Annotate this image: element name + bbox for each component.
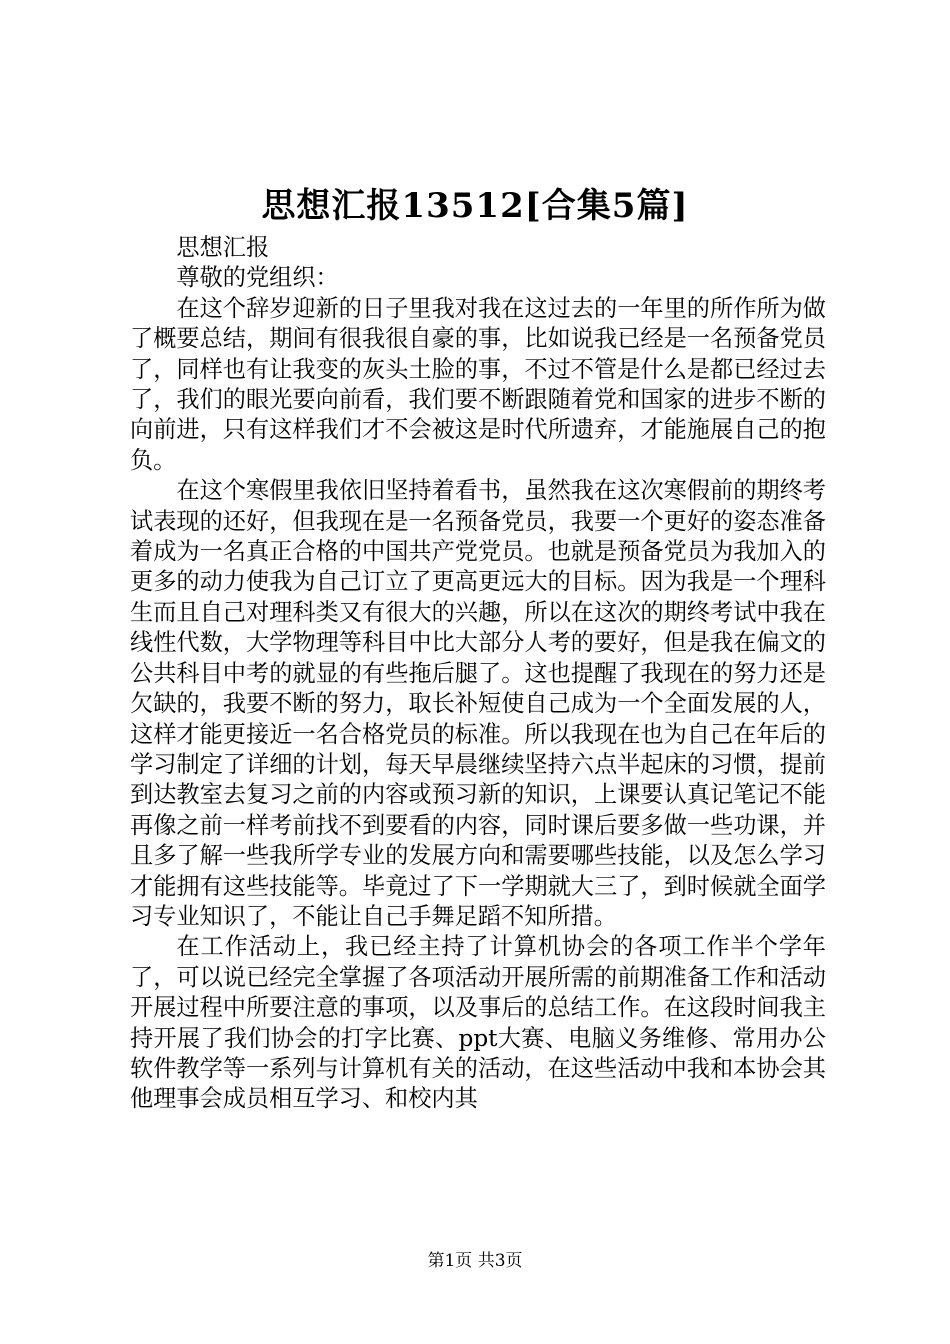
document-body — [130, 233, 826, 1115]
document-title: 思想汇报13512[合集5篇] — [261, 186, 689, 226]
page-footer: 第1页 共3页 — [427, 1251, 523, 1271]
paragraph-1: 在这个辞岁迎新的日子里我对我在这过去的一年里的所作所为做了概要总结，期间有很我很自豪的事，比如说我已经是一名预备党员了，同样也有让我变的灰头土脸的事，不过不管是什么是都已经过去了，我们的眼光要向前看，我们要不断跟随着党和国家的进步不断的向前进，只有这样我们才不会被这是时代所遗弃，才能施展自己的抱负。 — [130, 294, 826, 474]
paragraph-2: 在这个寒假里我依旧坚持着看书，虽然我在这次寒假前的期终考试表现的还好，但我现在是一名预备党员，我要一个更好的姿态准备着成为一名真正合格的中国共产党党员。也就是预备党员为我加入的更多的动力使我为自己订立了更高更远大的目标。因为我是一个理科生而且自己对理科类又有很大的兴趣，所以在这次的期终考试中我在线性代数，大学物理等科目中比大部分人考的要好，但是我在偏文的公共科目中考的就显的有些拖后腿了。这也提醒了我现在的努力还是欠缺的，我要不断的努力，取长补短使自己成为一个全面发展的人，这样才能更接近一名合格党员的标准。所以我现在也为自己在年后的学习制定了详细的计划，每天早晨继续坚持六点半起床的习惯，提前到达教室去复习之前的内容或预习新的知识，上课要认真记笔记不能再像之前一样考前找不到要看的内容，同时课后要多做一些功课，并且多了解一些我所学专业的发展方向和需要哪些技能，以及怎么学习才能拥有这些技能等。毕竟过了下一学期就大三了，到时候就全面学习专业知识了，不能让自己手舞足蹈不知所措。 — [130, 477, 826, 930]
paragraph-3: 在工作活动上，我已经主持了计算机协会的各项工作半个学年了，可以说已经完全掌握了各项活动开展所需的前期准备工作和活动开展过程中所要注意的事项，以及事后的总结工作。在这段时间我主持开展了我们协会的打字比赛、ppt大赛、电脑义务维修、常用办公软件教学等一系列与计算机有关的活动，在这些活动中我和本协会其他理事会成员相互学习、和校内其 — [130, 933, 826, 1113]
salutation-line: 尊敬的党组织： — [176, 264, 339, 292]
heading-line: 思想汇报 — [176, 234, 270, 261]
